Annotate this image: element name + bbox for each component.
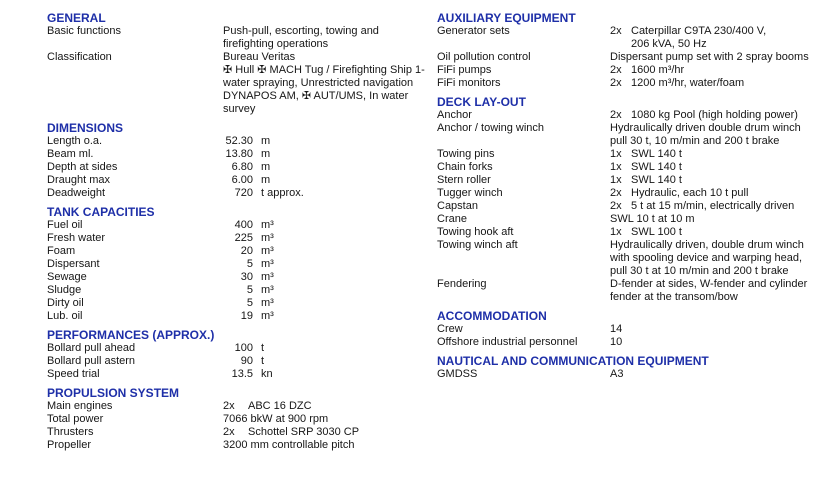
value-line: 14: [610, 323, 623, 335]
row-label: Deadweight: [47, 187, 106, 199]
row-label: Chain forks: [437, 161, 493, 173]
row-label: Towing winch aft: [437, 239, 518, 251]
value-line: pull 30 t, 10 m/min and 200 t brake: [610, 135, 780, 147]
row-label: Crew: [437, 323, 463, 335]
value-unit: m: [261, 148, 271, 160]
row-label: GMDSS: [437, 368, 478, 380]
value-unit: m³: [261, 245, 274, 257]
row-value: [610, 323, 827, 336]
spec-row: [437, 122, 827, 148]
spec-row: [47, 284, 425, 297]
spec-row: [47, 258, 425, 271]
row-label: Towing hook aft: [437, 226, 514, 238]
value-number: 19: [240, 310, 253, 322]
value-number: 100: [234, 342, 253, 354]
value-unit: m: [261, 135, 271, 147]
row-label: Tugger winch: [437, 187, 503, 199]
spec-row: [437, 51, 827, 64]
value-line: 1600 m³/hr: [631, 64, 685, 76]
spec-row: [47, 297, 425, 310]
spec-row: [47, 219, 425, 232]
spec-row: [437, 213, 827, 226]
row-label: FiFi monitors: [437, 77, 501, 89]
row-value: [223, 174, 425, 187]
section-title: DIMENSIONS: [47, 121, 124, 135]
row-label: Towing pins: [437, 148, 495, 160]
value-qty: 1x: [610, 226, 622, 238]
section: [437, 355, 827, 381]
value-qty: 1x: [610, 174, 622, 186]
value-lines: [631, 174, 682, 187]
spec-row: [47, 245, 425, 258]
row-label: Thrusters: [47, 426, 94, 438]
value-lines: [631, 25, 766, 51]
spec-row: [47, 355, 425, 368]
row-label: Basic functions: [47, 25, 121, 37]
value-unit: m³: [261, 258, 274, 270]
value-line: SWL 10 t at 10 m: [610, 213, 695, 225]
row-value: [610, 25, 827, 51]
row-value: [223, 135, 425, 148]
row-label: Stern roller: [437, 174, 491, 186]
value-unit: kn: [261, 368, 273, 380]
row-value: [223, 271, 425, 284]
row-value: [223, 426, 425, 439]
value-lines: [610, 278, 807, 304]
value-number: 720: [234, 187, 253, 199]
row-value: [223, 258, 425, 271]
section: [47, 387, 425, 452]
row-label: Bollard pull astern: [47, 355, 136, 367]
row-label: Sewage: [47, 271, 87, 283]
spec-row: [47, 232, 425, 245]
row-label: Crane: [437, 213, 467, 225]
row-label: Speed trial: [47, 368, 100, 380]
section: [47, 12, 425, 116]
value-lines: [610, 122, 801, 148]
row-value: [610, 109, 827, 122]
value-line: A3: [610, 368, 624, 380]
value-unit: m³: [261, 232, 274, 244]
row-value: [610, 278, 827, 304]
row-label: Fendering: [437, 278, 487, 290]
value-lines: [223, 439, 354, 452]
value-lines: [223, 25, 379, 51]
value-line: Caterpillar C9TA 230/400 V,: [631, 25, 767, 37]
value-line: DYNAPOS AM, ✠ AUT/UMS, In water: [223, 90, 409, 102]
row-label: Fresh water: [47, 232, 106, 244]
value-number: 400: [234, 219, 253, 231]
value-lines: [631, 64, 684, 77]
row-value: [223, 310, 425, 323]
row-label: Total power: [47, 413, 104, 425]
value-unit: m³: [261, 310, 274, 322]
spec-row: [47, 187, 425, 200]
row-value: [223, 342, 425, 355]
value-line: fender at the transom/bow: [610, 291, 738, 303]
value-lines: [631, 200, 794, 213]
value-lines: [248, 426, 359, 439]
section: [47, 122, 425, 200]
section-title: NAUTICAL AND COMMUNICATION EQUIPMENT: [437, 354, 709, 368]
value-lines: [610, 368, 623, 381]
value-line: 1200 m³/hr, water/foam: [631, 77, 745, 89]
value-line: Hydraulically driven, double drum winch: [610, 239, 804, 251]
row-label: Oil pollution control: [437, 51, 531, 63]
value-number: 30: [240, 271, 253, 283]
value-line: pull 30 t at 10 m/min and 200 t brake: [610, 265, 789, 277]
row-value: [223, 284, 425, 297]
row-label: Fuel oil: [47, 219, 83, 231]
value-number: 6.00: [231, 174, 253, 186]
row-label: Length o.a.: [47, 135, 103, 147]
spec-row: [437, 25, 827, 51]
value-lines: [631, 187, 748, 200]
spec-row: [47, 271, 425, 284]
row-value: [610, 64, 827, 77]
row-value: [610, 148, 827, 161]
value-unit: t: [261, 342, 265, 354]
row-label: Capstan: [437, 200, 478, 212]
spec-row: [437, 368, 827, 381]
value-number: 13.80: [225, 148, 253, 160]
section-title: AUXILIARY EQUIPMENT: [437, 11, 576, 25]
section-title: DECK LAY-OUT: [437, 95, 526, 109]
row-label: Lub. oil: [47, 310, 83, 322]
section: [47, 206, 425, 323]
spec-row: [437, 226, 827, 239]
value-qty: 2x: [610, 25, 622, 37]
spec-column-left: [47, 12, 425, 458]
row-label: Propeller: [47, 439, 92, 451]
spec-row: [437, 239, 827, 278]
value-line: 10: [610, 336, 623, 348]
row-label: Draught max: [47, 174, 110, 186]
spec-row: [437, 109, 827, 122]
row-value: [223, 413, 425, 426]
value-lines: [610, 336, 622, 349]
value-qty: 2x: [610, 109, 622, 121]
spec-row: [437, 77, 827, 90]
row-value: [223, 400, 425, 413]
spec-row: [47, 51, 425, 116]
row-value: [223, 355, 425, 368]
section: [47, 329, 425, 381]
value-number: 5: [246, 297, 253, 309]
row-value: [223, 219, 425, 232]
row-value: [223, 51, 425, 116]
value-line: 3200 mm controllable pitch: [223, 439, 355, 451]
spec-row: [47, 342, 425, 355]
row-value: [610, 122, 827, 148]
value-qty: 1x: [610, 161, 622, 173]
spec-row: [437, 64, 827, 77]
value-line: SWL 100 t: [631, 226, 682, 238]
value-line: Dispersant pump set with 2 spray booms: [610, 51, 809, 63]
row-label: Foam: [47, 245, 76, 257]
value-line: survey: [223, 103, 256, 115]
section-title: PROPULSION SYSTEM: [47, 386, 180, 400]
spec-row: [47, 161, 425, 174]
row-value: [610, 161, 827, 174]
value-number: 225: [234, 232, 253, 244]
value-line: SWL 140 t: [631, 174, 682, 186]
value-line: with spooling device and warping head,: [610, 252, 803, 264]
row-value: [610, 336, 827, 349]
value-qty: 2x: [610, 77, 622, 89]
row-value: [223, 232, 425, 245]
section-title: GENERAL: [47, 11, 106, 25]
value-line: D-fender at sides, W-fender and cylinder: [610, 278, 808, 290]
spec-row: [47, 148, 425, 161]
value-number: 5: [246, 284, 253, 296]
spec-row: [437, 161, 827, 174]
row-value: [223, 439, 425, 452]
section: [437, 310, 827, 349]
row-value: [223, 297, 425, 310]
value-line: Hydraulic, each 10 t pull: [631, 187, 749, 199]
section-title: PERFORMANCES (APPROX.): [47, 328, 215, 342]
value-unit: m³: [261, 284, 274, 296]
value-number: 13.5: [231, 368, 253, 380]
row-label: Beam ml.: [47, 148, 94, 160]
spec-row: [47, 426, 425, 439]
value-unit: t approx.: [261, 187, 304, 199]
value-qty: 2x: [610, 200, 622, 212]
spec-row: [437, 336, 827, 349]
row-label: Main engines: [47, 400, 113, 412]
value-qty: 2x: [610, 64, 622, 76]
section-title: TANK CAPACITIES: [47, 205, 155, 219]
value-unit: m³: [261, 219, 274, 231]
spec-row: [47, 25, 425, 51]
value-line: Push-pull, escorting, towing and: [223, 25, 379, 37]
row-label: Dirty oil: [47, 297, 84, 309]
row-label: Anchor: [437, 109, 472, 121]
value-line: 206 kVA, 50 Hz: [631, 38, 707, 50]
value-lines: [631, 161, 682, 174]
value-line: firefighting operations: [223, 38, 329, 50]
value-line: SWL 140 t: [631, 148, 682, 160]
value-line: SWL 140 t: [631, 161, 682, 173]
value-qty: 2x: [223, 400, 235, 412]
value-lines: [610, 323, 622, 336]
value-qty: 2x: [610, 187, 622, 199]
value-unit: t: [261, 355, 265, 367]
row-value: [610, 226, 827, 239]
value-line: 5 t at 15 m/min, electrically driven: [631, 200, 795, 212]
value-line: ✠ Hull ✠ MACH Tug / Firefighting Ship 1-: [223, 64, 425, 76]
value-number: 5: [246, 258, 253, 270]
value-lines: [631, 77, 744, 90]
value-number: 90: [240, 355, 253, 367]
spec-row: [47, 174, 425, 187]
row-value: [610, 77, 827, 90]
value-lines: [223, 413, 328, 426]
row-value: [610, 200, 827, 213]
section-title: ACCOMMODATION: [437, 309, 547, 323]
value-number: 52.30: [225, 135, 253, 147]
section: [437, 12, 827, 90]
value-line: Schottel SRP 3030 CP: [248, 426, 360, 438]
spec-row: [47, 439, 425, 452]
value-lines: [223, 51, 425, 116]
value-lines: [610, 51, 809, 64]
row-value: [610, 213, 827, 226]
row-value: [223, 187, 425, 200]
value-qty: 1x: [610, 148, 622, 160]
row-label: Generator sets: [437, 25, 510, 37]
value-qty: 2x: [223, 426, 235, 438]
spec-row: [47, 310, 425, 323]
value-unit: m³: [261, 297, 274, 309]
value-line: Bureau Veritas: [223, 51, 296, 63]
value-line: water spraying, Unrestricted navigation: [223, 77, 414, 89]
spec-row: [437, 187, 827, 200]
row-label: Dispersant: [47, 258, 100, 270]
spec-row: [47, 400, 425, 413]
spec-row: [437, 200, 827, 213]
spec-row: [437, 174, 827, 187]
value-unit: m³: [261, 271, 274, 283]
value-number: 6.80: [231, 161, 253, 173]
row-value: [610, 174, 827, 187]
row-label: Anchor / towing winch: [437, 122, 544, 134]
value-unit: m: [261, 174, 271, 186]
value-line: Hydraulically driven double drum winch: [610, 122, 801, 134]
value-lines: [248, 400, 312, 413]
value-lines: [631, 226, 682, 239]
row-value: [223, 161, 425, 174]
spec-row: [47, 135, 425, 148]
row-value: [223, 25, 425, 51]
section: [437, 96, 827, 304]
row-value: [223, 368, 425, 381]
row-label: Offshore industrial personnel: [437, 336, 578, 348]
row-value: [610, 239, 827, 278]
value-lines: [610, 239, 804, 278]
row-label: Sludge: [47, 284, 82, 296]
row-value: [223, 148, 425, 161]
row-label: Bollard pull ahead: [47, 342, 136, 354]
value-lines: [631, 109, 798, 122]
value-lines: [610, 213, 695, 226]
value-line: ABC 16 DZC: [248, 400, 312, 412]
value-line: 7066 bkW at 900 rpm: [223, 413, 329, 425]
value-number: 20: [240, 245, 253, 257]
spec-row: [437, 148, 827, 161]
row-label: Depth at sides: [47, 161, 118, 173]
spec-row: [437, 323, 827, 336]
row-value: [610, 51, 827, 64]
value-line: 1080 kg Pool (high holding power): [631, 109, 798, 121]
spec-row: [47, 413, 425, 426]
row-value: [610, 368, 827, 381]
spec-row: [437, 278, 827, 304]
row-value: [223, 245, 425, 258]
spec-column-right: [437, 12, 827, 387]
row-label: Classification: [47, 51, 112, 63]
value-lines: [631, 148, 682, 161]
value-unit: m: [261, 161, 271, 173]
row-value: [610, 187, 827, 200]
spec-row: [47, 368, 425, 381]
row-label: FiFi pumps: [437, 64, 492, 76]
